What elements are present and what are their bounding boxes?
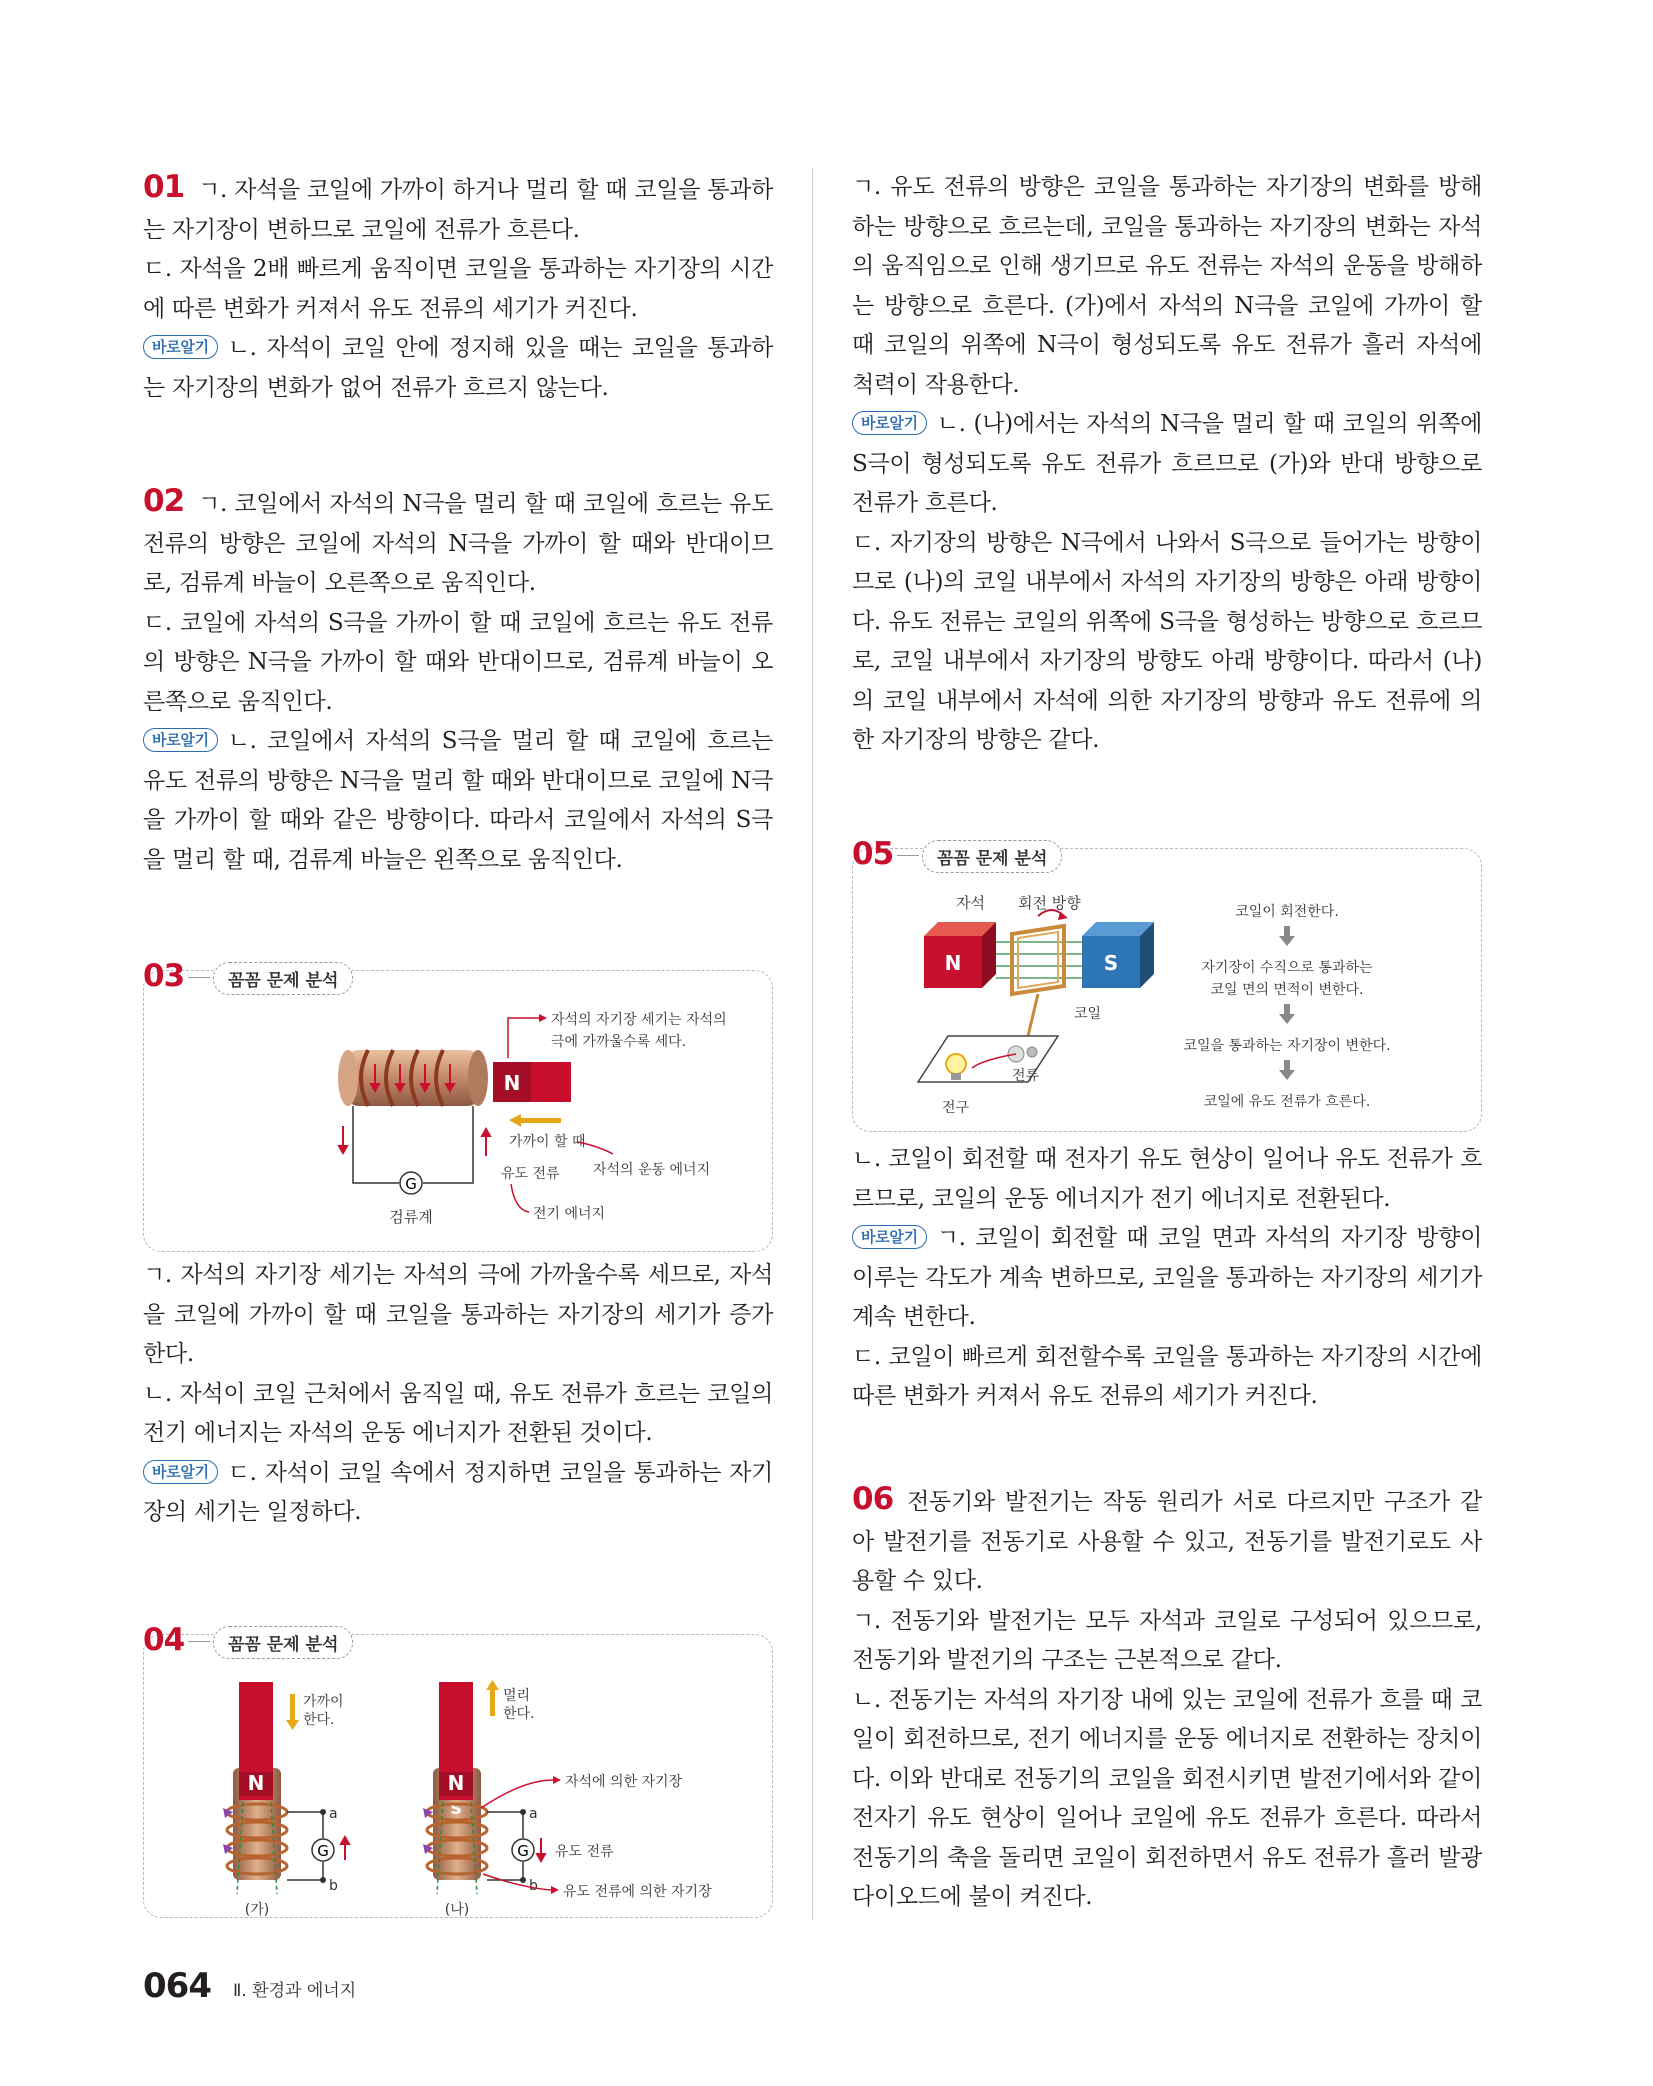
- answer-05-para-3: ㄷ. 코일이 빠르게 회전할수록 코일을 통과하는 자기장의 시간에 따른 변화가 커져서 유도 전류의 세기가 커진다.: [852, 1343, 1482, 1409]
- strength-note-1: 자석의 자기장 세기는 자석의: [551, 1012, 727, 1028]
- answer-04-para-1: ㄱ. 유도 전류의 방향은 코일을 통과하는 자기장의 변화를 방해하는 방향으로 흐르는데, 코일을 통과하는 자기장의 변화는 자석의 움직임으로 인해 생기므로 유도 전류는 자석의 운동을 방해하는 방향으로 흐른다. (가)에서 자석의 N극을 코일에 가까이 할 때 코일의 위쪽에 N극이 형성되도록 유도 전류가 흘러 자석에 척력이 작용한다.: [852, 174, 1482, 398]
- coil-s-label: S: [450, 1799, 462, 1818]
- caption-b: (나): [444, 1902, 470, 1918]
- answer-05-para-2: 바로알기 ㄱ. 코일이 회전할 때 코일 면과 자석의 자기장 방향이 이루는 각도가 계속 변하므로, 코일을 통과하는 자기장의 세기가 계속 변한다.: [852, 1225, 1482, 1330]
- svg-text:a: a: [329, 1806, 338, 1822]
- question-number: 05: [852, 836, 894, 872]
- answer-03-para-2: ㄴ. 자석이 코일 근처에서 움직일 때, 유도 전류가 흐르는 코일의 전기 에너지는 자석의 운동 에너지가 전환된 것이다.: [143, 1380, 773, 1446]
- magnet-n-label: N: [503, 1071, 521, 1095]
- electric-energy-label: 전기 에너지: [533, 1206, 606, 1222]
- rotation-label: 회전 방향: [1018, 894, 1081, 912]
- answer-04-text: [852, 168, 1482, 761]
- svg-text:b: b: [329, 1878, 338, 1894]
- answer-02-para-1: 02 ㄱ. 코일에서 자석의 N극을 멀리 할 때 코일에 흐르는 유도 전류의 방향은 코일에 자석의 N극을 가까이 할 때와 반대이므로, 검류계 바늘이 오른쪽으로 움직인다.: [143, 483, 773, 596]
- kinetic-energy-label: 자석의 운동 에너지: [593, 1162, 711, 1178]
- svg-text:a: a: [529, 1806, 538, 1822]
- answer-05-para-1: ㄴ. 코일이 회전할 때 전자기 유도 현상이 일어나 유도 전류가 흐르므로, 코일의 운동 에너지가 전기 에너지로 전환된다.: [852, 1146, 1482, 1212]
- magnet-n-label: N: [447, 1771, 465, 1795]
- question-number: 06: [852, 1481, 894, 1517]
- magnet-n-label: N: [944, 951, 962, 975]
- wrong-answer-badge: 바로알기: [143, 728, 218, 752]
- figure-b: [423, 1680, 712, 1918]
- approach-label-2: 한다.: [303, 1712, 335, 1728]
- answer-01-para-2: ㄷ. 자석을 2배 빠르게 움직이면 코일을 통과하는 자기장의 시간에 따른 변화가 커져서 유도 전류의 세기가 커진다.: [143, 256, 773, 322]
- current-field-label: 유도 전류에 의한 자기장: [563, 1884, 712, 1900]
- answer-04-para-3: ㄷ. 자기장의 방향은 N극에서 나와서 S극으로 들어가는 방향이므로 (나)의 코일 내부에서 자석의 자기장의 방향은 아래 방향이다. 유도 전류는 코일의 위쪽에 S극을 형성하는 방향으로 흐르므로, 코일 내부에서 자기장의 방향도 아래 방향이다. 따라서 (나)의 코일 내부에서 자석에 의한 자기장의 방향과 유도 전류에 의한 자기장의 방향은 같다.: [852, 529, 1482, 753]
- wrong-answer-badge: 바로알기: [143, 1460, 218, 1484]
- flow-step-2a: 자기장이 수직으로 통과하는: [1201, 960, 1373, 976]
- answer-06-para-3: ㄴ. 전동기는 자석의 자기장 내에 있는 코일에 전류가 흐를 때 코일이 회전하므로, 전기 에너지를 운동 에너지로 전환하는 장치이다. 이와 반대로 전동기의 코일을 회전시키면 발전기에서와 같이 전자기 유도 현상이 일어나 코일에 유도 전류가 흐른다. 따라서 전동기의 축을 돌리면 코일이 회전하면서 유도 전류가 흘러 발광다이오드에 불이 켜진다.: [852, 1686, 1482, 1910]
- strength-note-2: 극에 가까울수록 세다.: [551, 1034, 687, 1050]
- answer-04-para-2: 바로알기 ㄴ. (나)에서는 자석의 N극을 멀리 할 때 코일의 위쪽에 S극이 형성되도록 유도 전류가 흐르므로 (가)와 반대 방향으로 전류가 흐른다.: [852, 411, 1482, 516]
- magnet-n-label: N: [247, 1771, 265, 1795]
- answer-06: [852, 1480, 1482, 1918]
- analysis-box-title: 꼼꼼 문제 분석: [213, 1626, 353, 1659]
- answer-05-text: [852, 1140, 1482, 1417]
- flow-step-2b: 코일 면의 면적이 변한다.: [1210, 982, 1364, 998]
- answer-03-text: [143, 1256, 773, 1533]
- caption-a: (가): [244, 1902, 270, 1918]
- magnet-s-label: S: [1103, 951, 1119, 975]
- answer-03-para-1: ㄱ. 자석의 자기장 세기는 자석의 극에 가까울수록 세므로, 자석을 코일에 가까이 할 때 코일을 통과하는 자기장의 세기가 증가한다.: [143, 1262, 773, 1367]
- magnet-field-label: 자석에 의한 자기장: [565, 1774, 683, 1790]
- bulb-label: 전구: [942, 1100, 970, 1116]
- svg-text:G: G: [317, 1842, 329, 1860]
- galvanometer-label: 검류계: [389, 1208, 433, 1226]
- answer-02-para-2: ㄷ. 코일에 자석의 S극을 가까이 할 때 코일에 흐르는 유도 전류의 방향은 N극을 가까이 할 때와 반대이므로, 검류계 바늘이 오른쪽으로 움직인다.: [143, 609, 773, 715]
- question-number: 03: [143, 958, 185, 994]
- answer-01-para-3: 바로알기 ㄴ. 자석이 코일 안에 정지해 있을 때는 코일을 통과하는 자기장의 변화가 없어 전류가 흐르지 않는다.: [143, 335, 773, 401]
- flow-arrows: [1279, 926, 1295, 1080]
- flow-step-1: 코일이 회전한다.: [1235, 904, 1339, 920]
- galvanometer-symbol: G: [405, 1175, 417, 1193]
- question-number: 02: [143, 483, 185, 519]
- analysis-box-header: [143, 958, 773, 1002]
- induced-current-label: 유도 전류: [501, 1166, 560, 1182]
- page-number: 064: [143, 1966, 211, 2006]
- flow-step-4: 코일에 유도 전류가 흐른다.: [1203, 1094, 1371, 1110]
- away-label-1: 멀리: [503, 1688, 531, 1704]
- coil-label: 코일: [1074, 1006, 1102, 1022]
- coil-magnet-figure: [143, 998, 771, 1248]
- svg-text:G: G: [517, 1842, 529, 1860]
- answer-06-para-1: 06 전동기와 발전기는 작동 원리가 서로 다르지만 구조가 같아 발전기를 전동기로 사용할 수 있고, 전동기를 발전기로도 사용할 수 있다.: [852, 1481, 1482, 1594]
- svg-text:b: b: [529, 1878, 538, 1894]
- analysis-box-header: [852, 836, 1482, 880]
- question-number: 01: [143, 169, 185, 205]
- current-label: 전류: [1012, 1068, 1040, 1084]
- answer-01: [143, 168, 773, 408]
- wrong-answer-badge: 바로알기: [852, 411, 927, 435]
- analysis-box-title: 꼼꼼 문제 분석: [922, 840, 1062, 873]
- analysis-box-header: [143, 1622, 773, 1666]
- section-title: Ⅱ. 환경과 에너지: [233, 1981, 357, 2001]
- lenz-law-figure: [143, 1662, 771, 1918]
- wrong-answer-badge: 바로알기: [143, 335, 218, 359]
- answer-06-para-2: ㄱ. 전동기와 발전기는 모두 자석과 코일로 구성되어 있으므로, 전동기와 발전기의 구조는 근본적으로 같다.: [852, 1607, 1482, 1673]
- answer-03-para-3: 바로알기 ㄷ. 자석이 코일 속에서 정지하면 코일을 통과하는 자기장의 세기는 일정하다.: [143, 1459, 773, 1525]
- away-label-2: 한다.: [503, 1706, 535, 1722]
- magnet-label: 자석: [956, 894, 985, 912]
- column-divider: [812, 168, 813, 1920]
- approach-label: 가까이 할 때: [509, 1134, 586, 1150]
- generator-figure: [852, 876, 1480, 1126]
- answer-02-para-3: 바로알기 ㄴ. 코일에서 자석의 S극을 멀리 할 때 코일에 흐르는 유도 전류의 방향은 N극을 멀리 할 때와 반대이므로 코일에 N극을 가까이 할 때와 같은 방향이다. 따라서 코일에서 자석의 S극을 멀리 할 때, 검류계 바늘은 왼쪽으로 움직인다.: [143, 728, 773, 873]
- figure-a: [223, 1682, 349, 1918]
- induced-current-label: 유도 전류: [555, 1844, 614, 1860]
- answer-02: [143, 482, 773, 880]
- answer-01-para-1: 01 ㄱ. 자석을 코일에 가까이 하거나 멀리 할 때 코일을 통과하는 자기장이 변하므로 코일에 전류가 흐른다.: [143, 169, 773, 243]
- wrong-answer-badge: 바로알기: [852, 1225, 927, 1249]
- analysis-box-title: 꼼꼼 문제 분석: [213, 962, 353, 995]
- question-number: 04: [143, 1622, 185, 1658]
- approach-label-1: 가까이: [303, 1694, 344, 1710]
- flow-step-3: 코일을 통과하는 자기장이 변한다.: [1183, 1038, 1391, 1054]
